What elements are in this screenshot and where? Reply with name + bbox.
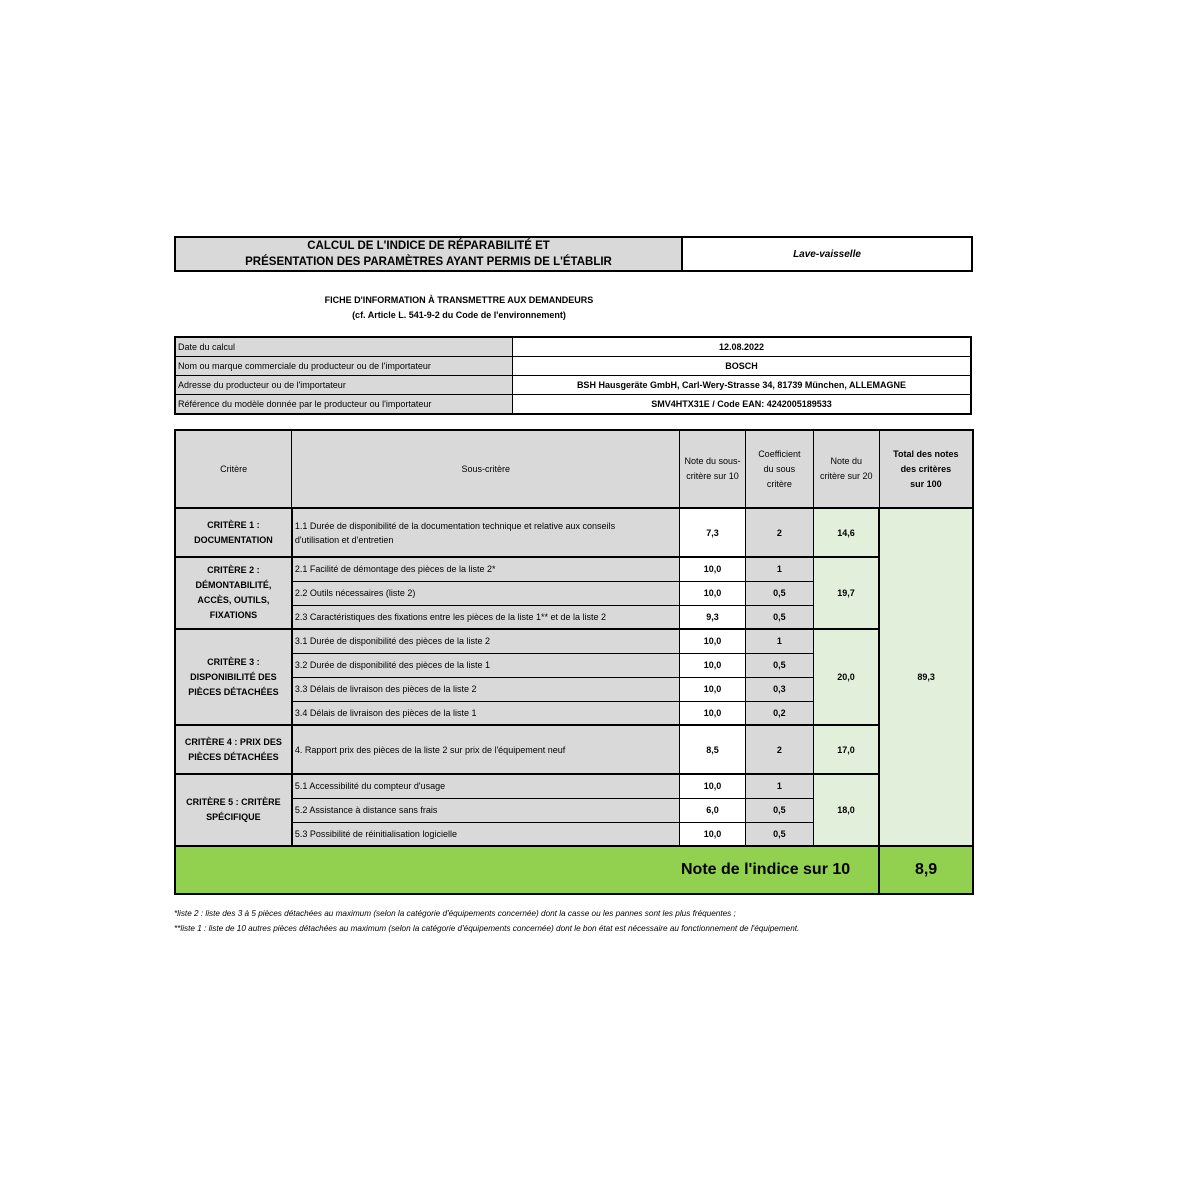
subcriterion-label: 5.1 Accessibilité du compteur d'usage: [292, 774, 680, 798]
final-score-value: 8,9: [879, 846, 973, 894]
subcriterion-coef: 0,5: [745, 822, 813, 846]
criterion-name-line: PIÈCES DÉTACHÉES: [188, 751, 279, 762]
col-total-100: [879, 430, 973, 508]
score-table: [174, 429, 974, 895]
criterion-name-line: DISPONIBILITÉ DES: [190, 671, 277, 682]
info-label: Référence du modèle donnée par le producteur ou l'importateur: [175, 395, 513, 415]
criterion-name-line: CRITÈRE 3 :: [207, 656, 260, 667]
col-coefficient: [745, 430, 813, 508]
subcriterion-label: 4. Rapport prix des pièces de la liste 2 sur prix de l'équipement neuf: [292, 725, 680, 774]
subcriterion-label: [292, 508, 680, 557]
table-row: [175, 725, 973, 774]
criterion-name-line: SPÉCIFIQUE: [206, 812, 261, 822]
info-label: Adresse du producteur ou de l'importateur: [175, 376, 513, 395]
criterion-name-line: FIXATIONS: [209, 610, 258, 620]
info-row: [175, 357, 971, 376]
criterion-name-line: CRITÈRE 5 : CRITÈRE: [186, 797, 281, 807]
subcriterion-label: 2.1 Facilité de démontage des pièces de la liste 2*: [292, 557, 680, 581]
criterion-note-20: 19,7: [813, 557, 879, 629]
subcriterion-coef: 2: [745, 725, 813, 774]
criterion-note-20: 17,0: [813, 725, 879, 774]
subcriterion-coef: 1: [745, 557, 813, 581]
subcriterion-label: 3.1 Durée de disponibilité des pièces de la liste 2: [292, 629, 680, 653]
criterion-note-20: 20,0: [813, 629, 879, 725]
subcriterion-note: 8,5: [680, 725, 746, 774]
col-total-l3: sur 100: [910, 478, 942, 489]
title-line-1: CALCUL DE L'INDICE DE RÉPARABILITÉ ET: [307, 240, 550, 252]
table-row: [175, 508, 973, 557]
fiche-heading: [174, 293, 744, 323]
info-table: [174, 336, 972, 415]
title-line-2: PRÉSENTATION DES PARAMÈTRES AYANT PERMIS DE L'ÉTABLIR: [245, 256, 612, 268]
col-note-sous: [680, 430, 746, 508]
criterion-note-20: 18,0: [813, 774, 879, 846]
col-coef-l2: du sous: [763, 463, 796, 474]
col-note20-l2: critère sur 20: [819, 471, 873, 481]
col-total-l1: Total des notes: [893, 448, 959, 459]
subcriterion-note: 9,3: [680, 605, 746, 629]
criterion-name-line: CRITÈRE 1 :: [207, 519, 260, 530]
footnote-liste-1: **liste 1 : liste de 10 autres pièces détachées au maximum (selon la catégorie d'équipements concernée) dont le bon état est nécessaire au fonctionnement de l'équipement.: [174, 924, 800, 933]
subcriterion-note: 10,0: [680, 581, 746, 605]
col-coef-l1: Coefficient: [758, 448, 801, 459]
subcriterion-note: 10,0: [680, 677, 746, 701]
total-100: 89,3: [879, 508, 973, 846]
col-critere: Critère: [175, 430, 292, 508]
final-score-row: [175, 846, 973, 894]
criterion-name-line: DOCUMENTATION: [194, 534, 273, 545]
footnote-liste-2: *liste 2 : liste des 3 à 5 pièces détachées au maximum (selon la catégorie d'équipements concernée) dont la casse ou les pannes sont les plus fréquentes ;: [174, 909, 736, 918]
criterion-2-name: [175, 557, 292, 629]
subcriterion-note: 10,0: [680, 822, 746, 846]
info-row: [175, 395, 971, 415]
subcriterion-note: 10,0: [680, 557, 746, 581]
col-note-sous-l1: Note du sous-: [684, 456, 741, 466]
info-value: BOSCH: [513, 357, 972, 376]
criterion-name-line: CRITÈRE 4 : PRIX DES: [184, 736, 282, 747]
subcriterion-label: 2.3 Caractéristiques des fixations entre les pièces de la liste 1** et de la liste 2: [292, 605, 680, 629]
subcriterion-coef: 0,5: [745, 653, 813, 677]
table-row: [175, 557, 973, 581]
subcriterion-label-line: d'utilisation et d'entretien: [294, 534, 394, 545]
subcriterion-note: 7,3: [680, 508, 746, 557]
criterion-name-line: DÉMONTABILITÉ,: [195, 580, 272, 590]
subcriterion-label: 3.4 Délais de livraison des pièces de la liste 1: [292, 701, 680, 725]
col-note-20: [813, 430, 879, 508]
subcriterion-label: 5.3 Possibilité de réinitialisation logicielle: [292, 822, 680, 846]
criterion-name-line: PIÈCES DÉTACHÉES: [188, 686, 279, 697]
product-category: Lave-vaisselle: [793, 248, 861, 260]
subcriterion-label: 3.3 Délais de livraison des pièces de la liste 2: [292, 677, 680, 701]
subcriterion-coef: 0,2: [745, 701, 813, 725]
info-row: [175, 376, 971, 395]
subcriterion-note: 10,0: [680, 653, 746, 677]
col-note20-l1: Note du: [830, 456, 863, 466]
subcriterion-coef: 0,5: [745, 605, 813, 629]
header-box: [174, 236, 973, 272]
subcriterion-label: 5.2 Assistance à distance sans frais: [292, 798, 680, 822]
criterion-name-line: CRITÈRE 2 :: [207, 565, 260, 575]
info-value: SMV4HTX31E / Code EAN: 4242005189533: [513, 395, 972, 415]
col-coef-l3: critère: [766, 478, 792, 489]
col-sous-critere: Sous-critère: [292, 430, 680, 508]
subcriterion-label-line: 1.1 Durée de disponibilité de la documentation technique et relative aux conseils: [294, 520, 616, 531]
document-title: [176, 238, 683, 270]
criterion-name-line: ACCÈS, OUTILS,: [197, 595, 270, 605]
subcriterion-coef: 1: [745, 629, 813, 653]
fiche-line-1: FICHE D'INFORMATION À TRANSMETTRE AUX DEMANDEURS: [324, 295, 594, 305]
subcriterion-note: 10,0: [680, 774, 746, 798]
info-value: 12.08.2022: [513, 337, 972, 357]
table-row: [175, 629, 973, 653]
final-score-label: Note de l'indice sur 10: [175, 846, 879, 894]
info-row: [175, 337, 971, 357]
criterion-4-name: [175, 725, 292, 774]
subcriterion-coef: 1: [745, 774, 813, 798]
col-total-l2: des critères: [900, 463, 952, 474]
criterion-note-20: 14,6: [813, 508, 879, 557]
col-note-sous-l2: critère sur 10: [686, 471, 739, 481]
subcriterion-coef: 0,3: [745, 677, 813, 701]
fiche-line-2: (cf. Article L. 541-9-2 du Code de l'environnement): [352, 310, 566, 320]
criterion-5-name: [175, 774, 292, 846]
info-value: BSH Hausgeräte GmbH, Carl-Wery-Strasse 34, 81739 München, ALLEMAGNE: [513, 376, 972, 395]
subcriterion-coef: 2: [745, 508, 813, 557]
criterion-3-name: [175, 629, 292, 725]
info-label: Date du calcul: [175, 337, 513, 357]
subcriterion-coef: 0,5: [745, 798, 813, 822]
footnotes: [174, 906, 994, 936]
table-row: [175, 774, 973, 798]
info-label: Nom ou marque commerciale du producteur ou de l'importateur: [175, 357, 513, 376]
table-header-row: [175, 430, 973, 508]
subcriterion-label: 2.2 Outils nécessaires (liste 2): [292, 581, 680, 605]
subcriterion-note: 10,0: [680, 701, 746, 725]
subcriterion-note: 10,0: [680, 629, 746, 653]
subcriterion-coef: 0,5: [745, 581, 813, 605]
subcriterion-label: 3.2 Durée de disponibilité des pièces de la liste 1: [292, 653, 680, 677]
criterion-1-name: [175, 508, 292, 557]
subcriterion-note: 6,0: [680, 798, 746, 822]
